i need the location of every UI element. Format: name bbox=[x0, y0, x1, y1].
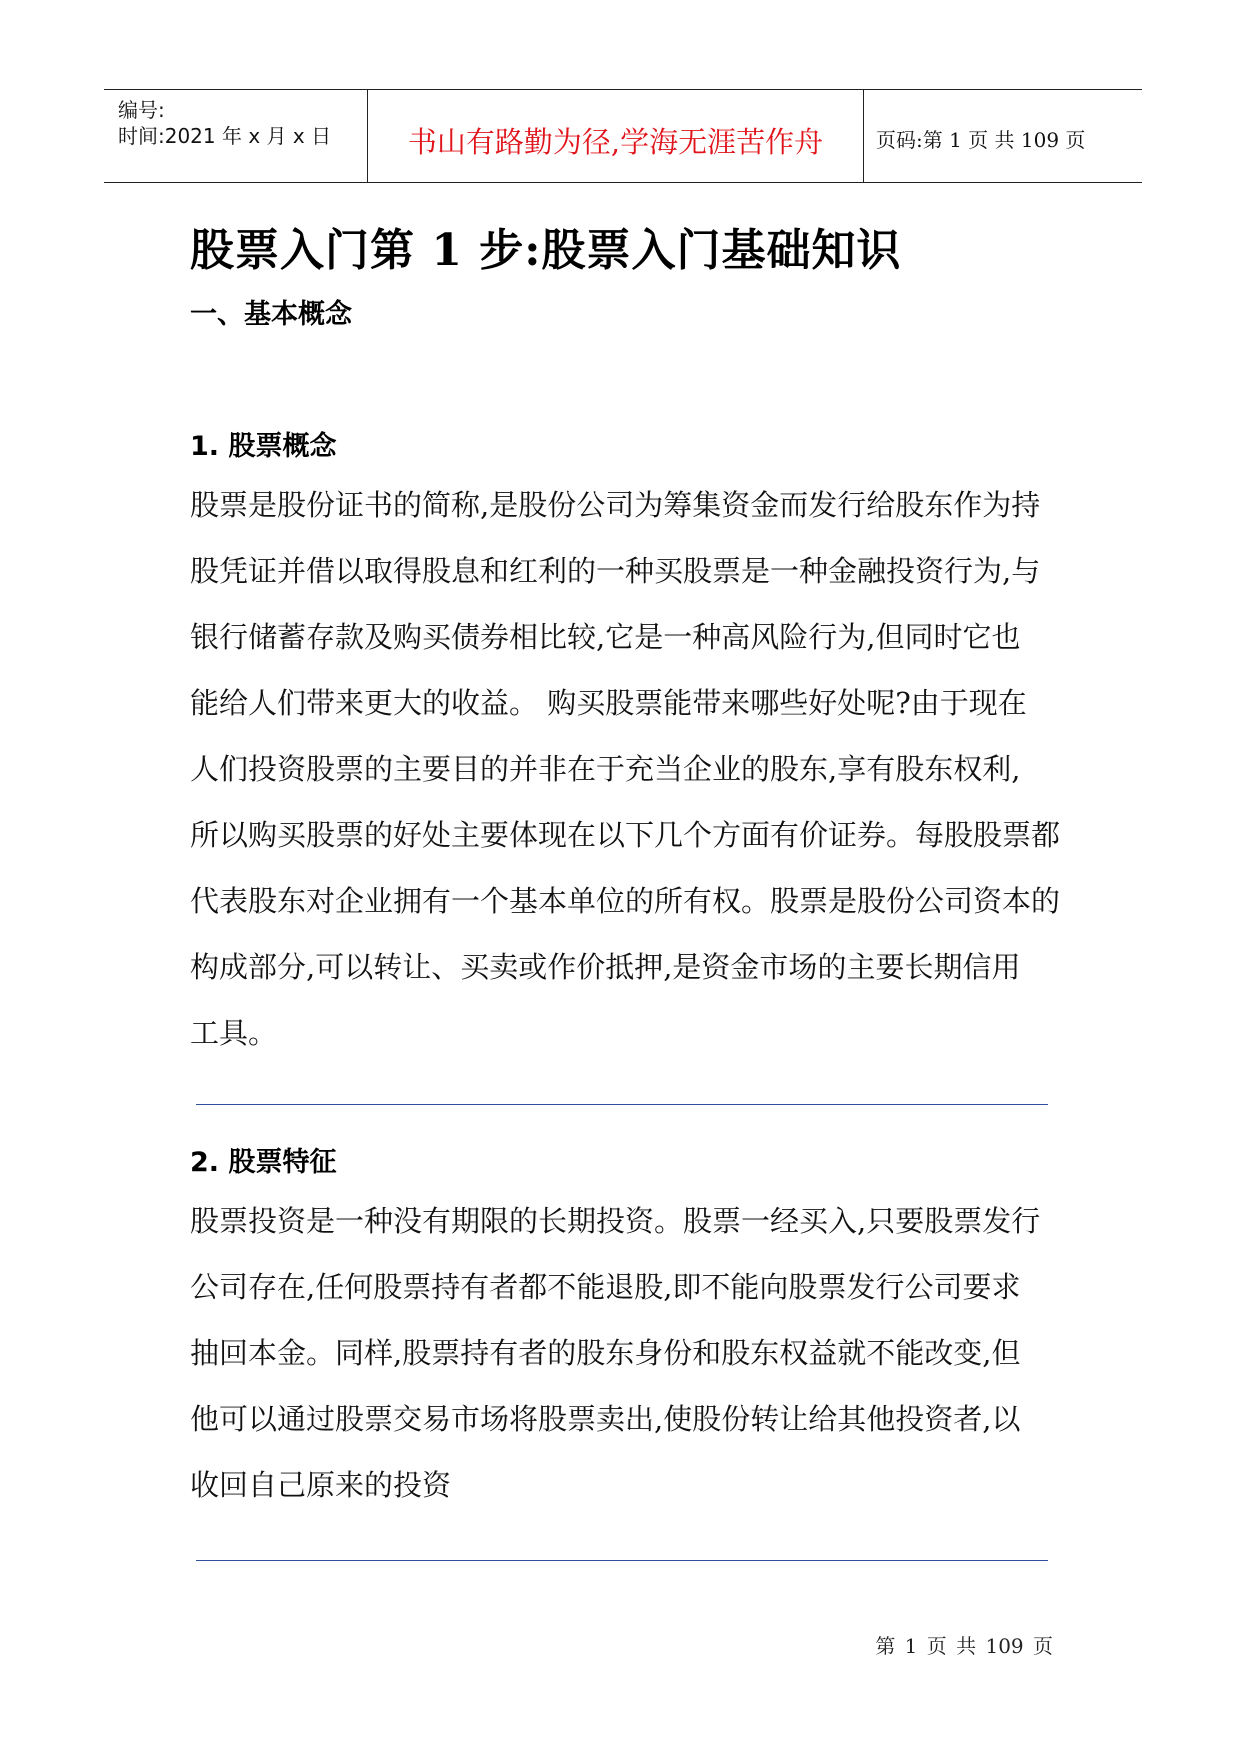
paragraph-line: 股票投资是一种没有期限的长期投资。股票一经买入,只要股票发行 bbox=[190, 1204, 1041, 1238]
paragraph-line: 银行储蓄存款及购买债券相比较,它是一种高风险行为,但同时它也 bbox=[190, 620, 1021, 654]
paragraph-line: 收回自己原来的投资 bbox=[190, 1468, 452, 1502]
page-footer: 第 1 页 共 109 页 bbox=[875, 1634, 1053, 1658]
divider-line bbox=[196, 1560, 1048, 1561]
header-right-cell bbox=[864, 90, 1142, 182]
paragraph-line: 所以购买股票的好处主要体现在以下几个方面有价证券。每股股票都 bbox=[190, 818, 1061, 852]
motto-text: 书山有路勤为径,学海无涯苦作舟 bbox=[407, 125, 824, 159]
document-title: 股票入门第 1 步:股票入门基础知识 bbox=[190, 225, 902, 276]
paragraph-line: 公司存在,任何股票持有者都不能退股,即不能向股票发行公司要求 bbox=[190, 1270, 1021, 1304]
paragraph-line: 股票是股份证书的简称,是股份公司为筹集资金而发行给股东作为持 bbox=[190, 488, 1041, 522]
paragraph-stock-concept bbox=[190, 486, 1060, 1080]
paragraph-line: 人们投资股票的主要目的并非在于充当企业的股东,享有股东权利, bbox=[190, 752, 1021, 786]
paragraph-line: 代表股东对企业拥有一个基本单位的所有权。股票是股份公司资本的 bbox=[190, 884, 1061, 918]
divider-line bbox=[196, 1104, 1048, 1105]
paragraph-line: 他可以通过股票交易市场将股票卖出,使股份转让给其他投资者,以 bbox=[190, 1402, 1021, 1436]
paragraph-line: 构成部分,可以转让、买卖或作价抵押,是资金市场的主要长期信用 bbox=[190, 950, 1021, 984]
header-middle-cell bbox=[368, 90, 864, 182]
time-label: 时间:2021 年 x 月 x 日 bbox=[118, 124, 332, 148]
paragraph-line: 抽回本金。同样,股票持有者的股东身份和股东权益就不能改变,但 bbox=[190, 1336, 1021, 1370]
subsection-heading-1: 1. 股票概念 bbox=[190, 431, 337, 462]
header-table bbox=[104, 89, 1142, 183]
paragraph-line: 工具。 bbox=[190, 1016, 278, 1050]
paragraph-line: 能给人们带来更大的收益。 购买股票能带来哪些好处呢?由于现在 bbox=[190, 686, 1027, 720]
paragraph-stock-features bbox=[190, 1202, 1060, 1532]
number-label: 编号: bbox=[118, 98, 165, 122]
header-left-cell bbox=[104, 90, 368, 182]
section-heading: 一、基本概念 bbox=[190, 299, 352, 330]
page-code: 页码:第 1 页 共 109 页 bbox=[876, 128, 1086, 152]
paragraph-line: 股凭证并借以取得股息和红利的一种买股票是一种金融投资行为,与 bbox=[190, 554, 1041, 588]
subsection-heading-2: 2. 股票特征 bbox=[190, 1147, 337, 1178]
